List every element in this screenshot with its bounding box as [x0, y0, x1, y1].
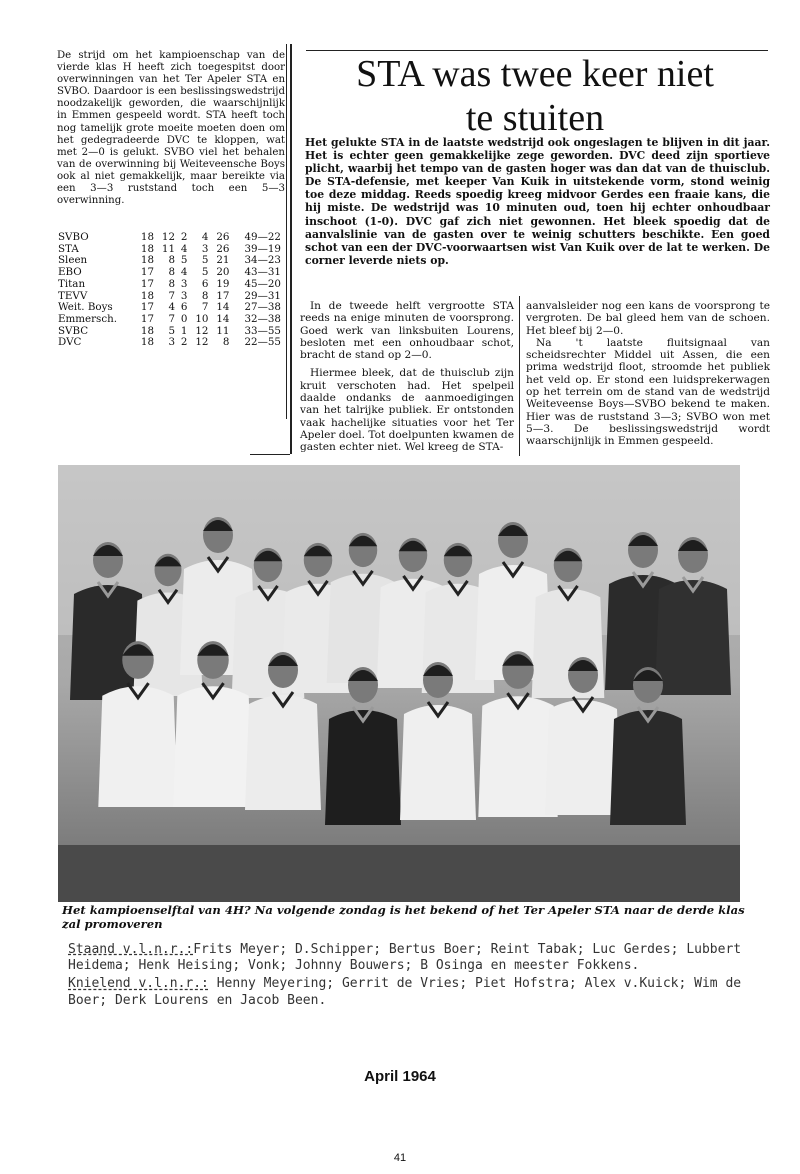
bottom-rule [250, 454, 290, 455]
date-label: April 1964 [364, 1068, 436, 1085]
standings-w: 11 [161, 242, 175, 255]
standings-pts: 26 [216, 231, 230, 243]
standings-pts: 21 [216, 254, 230, 267]
standings-goals: 27—38 [244, 301, 281, 314]
photo-caption: Het kampioenselftal van 4H? Na volgende zondag is het bekend of het Ter Apeler STA naar de derde klas zal promoveren [62, 903, 745, 931]
standings-pts: 19 [216, 277, 230, 290]
standings-l: 4 [201, 231, 209, 243]
standings-p: 18 [140, 324, 154, 337]
standings-p: 17 [140, 301, 154, 314]
standings-team: STA [58, 242, 79, 255]
standings-l: 5 [201, 266, 209, 279]
player-names [68, 942, 758, 1009]
standings-d: 1 [180, 324, 188, 337]
article-headline [300, 52, 770, 140]
standings-p: 17 [140, 266, 154, 279]
kneeling-list: Henny Meyering; Gerrit de Vries; Piet Hofstra; Alex v.Kuick; Wim de Boer; Derk Lourens en Jacob Been. [68, 976, 742, 1008]
standings-pts: 20 [216, 266, 230, 279]
body-column-2 [526, 300, 770, 448]
standings-team: Weit. Boys [58, 301, 113, 314]
body-paragraph: Hiermee bleek, dat de thuisclub zijn kruit verschoten had. Het spelpeil daalde ondanks de aanmoedigingen van het talrijke publiek. Er ontstonden vaak hachelijke situaties voor het Ter Apeler doel. Tot doelpunten kwamen de gasten echter niet. Wel kreeg de STA- [300, 367, 514, 454]
standings-d: 3 [180, 277, 188, 290]
standings-team: Titan [58, 277, 86, 290]
standings-p: 17 [140, 277, 154, 290]
standings-team: SVBO [58, 231, 89, 243]
standings-l: 10 [195, 312, 209, 325]
standings-d: 2 [180, 231, 188, 243]
standings-goals: 32—38 [244, 312, 281, 325]
standings-w: 5 [168, 324, 175, 337]
standings-goals: 34—23 [244, 254, 281, 267]
standings-w: 4 [168, 301, 175, 314]
standings-w: 7 [168, 312, 175, 325]
body-column-1 [300, 300, 514, 454]
headline-rule [306, 50, 768, 51]
standings-goals: 22—55 [244, 336, 281, 349]
standings-d: 5 [180, 254, 188, 267]
standings-p: 18 [140, 336, 154, 349]
headline-line-2: te stuiten [465, 97, 605, 139]
standings-goals: 29—31 [244, 289, 281, 302]
standings-row [58, 314, 284, 326]
standings-w: 3 [168, 336, 175, 349]
column-divider [290, 44, 292, 454]
standings-l: 3 [201, 242, 209, 255]
standings-p: 18 [140, 242, 154, 255]
intro-paragraph: De strijd om het kampioenschap van de vierde klas H heeft zich toegespitst door overwinningen van het Ter Apeler STA en SVBO. Daardoor is een beslissingswedstrijd noodzakelijk geworden, die waarschijnlijk in Emmen gespeeld wordt. STA heeft toch nog tamelijk grote moeite moeten doen om het gedegradeerde DVC te kloppen, wat met 2—0 is gelukt. SVBO viel het behalen van de overwinning bij Weiteveensche Boys ook al niet gemakkelijk, maar bereikte via een 3—3 ruststand toch een 5—3 overwinning. [57, 50, 285, 207]
standings-d: 4 [180, 242, 188, 255]
column-divider [519, 296, 520, 456]
lead-paragraph: Het gelukte STA in de laatste wedstrijd ook ongeslagen te blijven in dit jaar. Het is echter geen gemakkelijke zege geworden. DVC deed zijn sportieve plicht, waarbij het tempo van de gasten hoger was dan dat van de thuisclub. De STA-defensie, met keeper Van Kuik in uitstekende vorm, stond weinig toe deze middag. Reeds spoedig kreeg midvoor Gerdes een fraaie kans, die hij miste. De wedstrijd was 10 minuten oud, toen hij echter onhoudbaar inschoot (1-0). DVC gaf zich niet gewonnen. Het bleek spoedig dat de aanvalslinie van de gasten over te weinig schutters beschikte. Een goed schot van een der DVC-voorwaartsen wist Van Kuik over de lat te werken. De corner leverde niets op. [305, 136, 770, 267]
standing-names [68, 942, 758, 974]
kneeling-label: Knielend v.l.n.r.: [68, 976, 209, 992]
standings-l: 12 [195, 336, 209, 349]
standings-row [58, 279, 284, 291]
standings-p: 18 [140, 231, 154, 243]
standings-l: 6 [201, 277, 209, 290]
standings-goals: 49—22 [244, 231, 281, 243]
standings-team: DVC [58, 336, 82, 349]
standings-team: Emmersch. [58, 312, 118, 325]
body-paragraph: aanvalsleider nog een kans de voorsprong te vergroten. De bal gleed hem van de schoen. Het bleef bij 2—0. [526, 300, 770, 337]
standings-pts: 14 [216, 301, 230, 314]
standings-d: 0 [180, 312, 188, 325]
standings-team: EBO [58, 266, 82, 279]
body-paragraph: Na 't laatste fluitsignaal van scheidsrechter Middel uit Assen, die een prima wedstrijd floot, stroomde het publiek het veld op. Er stond een luidsprekerwagen op het terrein om de stand van de wedstrijd Weiteveense Boys—SVBO bekend te maken. Hier was de ruststand 3—3; SVBO won met 5—3. De beslissingswedstrijd wordt waarschijnlijk in Emmen gespeeld. [526, 336, 770, 448]
body-paragraph: In de tweede helft vergrootte STA reeds na enige minuten de voorsprong. Goed werk van linksbuiten Lourens, besloten met een onhoudbaar schot, bracht de stand op 2—0. [300, 300, 514, 362]
standings-goals: 33—55 [244, 324, 281, 337]
standings-pts: 14 [216, 312, 230, 325]
standings-p: 17 [140, 312, 154, 325]
standings-team: Sleen [58, 254, 88, 267]
standings-row [58, 337, 284, 349]
standings-w: 7 [168, 289, 175, 302]
standing-label: Staand v.l.n.r.: [68, 942, 194, 957]
headline-line-1: STA was twee keer niet [356, 53, 714, 95]
standings-goals: 39—19 [244, 242, 281, 255]
standings-d: 4 [180, 266, 188, 279]
standings-l: 12 [195, 324, 209, 337]
standings-d: 6 [180, 301, 188, 314]
standings-w: 8 [168, 254, 175, 267]
standing-list: Frits Meyer; D.Schipper; Bertus Boer; Reint Tabak; Luc Gerdes; Lubbert Heidema; Henk Heising; Vonk; Johnny Bouwers; B Osinga en meester Fokkens. [68, 942, 742, 974]
standings-d: 3 [180, 289, 188, 302]
standings-pts: 8 [222, 336, 230, 349]
standings-w: 8 [168, 266, 175, 279]
standings-pts: 11 [216, 324, 230, 337]
page-number: 41 [393, 1152, 407, 1164]
standings-d: 2 [180, 336, 188, 349]
standings-l: 8 [201, 289, 209, 302]
standings-w: 12 [161, 231, 175, 243]
team-photo [58, 465, 740, 902]
standings-row [58, 232, 284, 244]
standings-pts: 17 [216, 289, 230, 302]
standings-p: 18 [140, 254, 154, 267]
standings-goals: 43—31 [244, 266, 281, 279]
team-photo-image [58, 465, 740, 902]
standings-pts: 26 [216, 242, 230, 255]
standings-goals: 45—20 [244, 277, 281, 290]
standings-w: 8 [168, 277, 175, 290]
standings-team: TEVV [58, 289, 88, 302]
standings-l: 5 [201, 254, 209, 267]
kneeling-names [68, 976, 758, 1008]
standings-table [58, 232, 284, 349]
standings-p: 18 [140, 289, 154, 302]
standings-team: SVBC [58, 324, 89, 337]
standings-l: 7 [201, 301, 209, 314]
column-divider [286, 44, 287, 419]
